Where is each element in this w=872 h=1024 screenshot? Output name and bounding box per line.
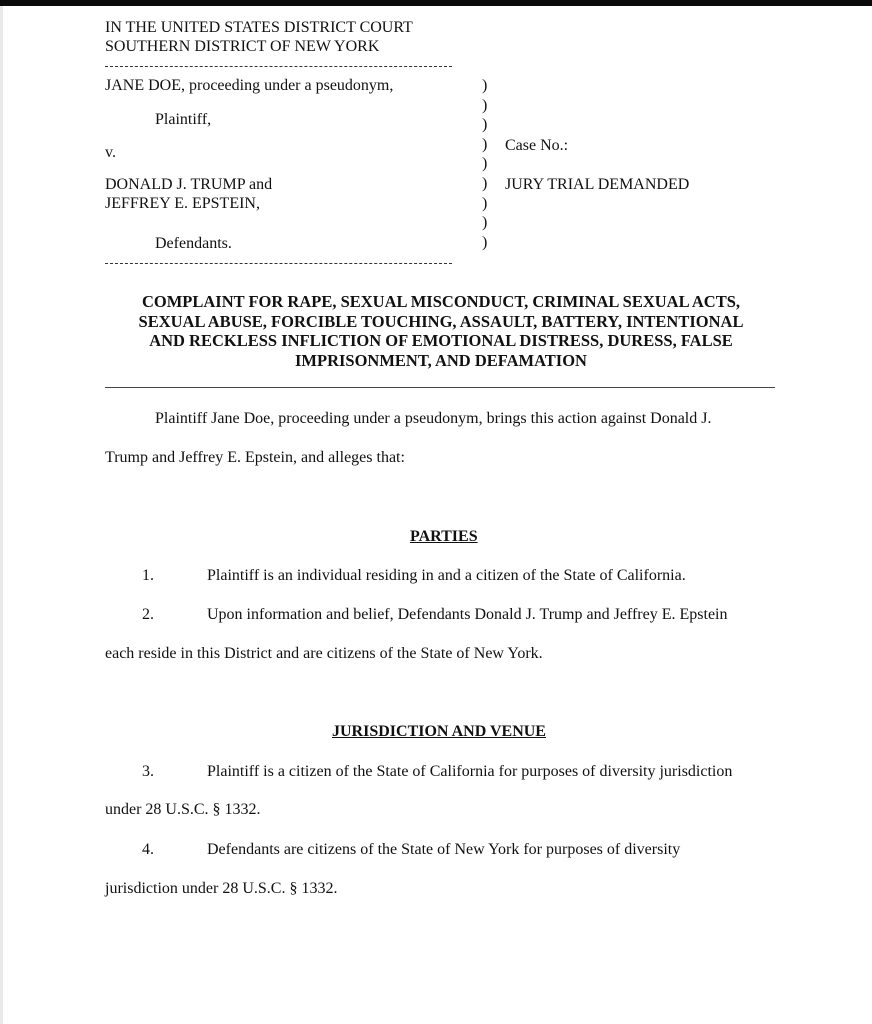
paragraph-4-text-line1: Defendants are citizens of the State of New York for purposes of diversity bbox=[207, 841, 681, 858]
defendant-name-line1: DONALD J. TRUMP and bbox=[105, 176, 273, 193]
paragraph-3-text-line2: under 28 U.S.C. § 1332. bbox=[105, 801, 261, 818]
jury-trial-demand: JURY TRIAL DEMANDED bbox=[505, 176, 690, 193]
left-page-edge bbox=[0, 6, 3, 1024]
court-district: SOUTHERN DISTRICT OF NEW YORK bbox=[105, 38, 380, 55]
paragraph-number: 2. bbox=[142, 606, 154, 623]
case-number-label: Case No.: bbox=[505, 137, 569, 154]
paragraph-number: 3. bbox=[142, 763, 154, 780]
defendant-role: Defendants. bbox=[155, 235, 232, 252]
defendant-name-line2: JEFFREY E. EPSTEIN, bbox=[105, 195, 260, 212]
section-heading-parties: PARTIES bbox=[410, 528, 478, 545]
caption-top-divider bbox=[105, 66, 452, 67]
paragraph-4-text-line2: jurisdiction under 28 U.S.C. § 1332. bbox=[105, 880, 338, 897]
section-heading-jurisdiction: JURISDICTION AND VENUE bbox=[332, 723, 546, 740]
paragraph-3-text-line1: Plaintiff is a citizen of the State of California for purposes of diversity jurisdiction bbox=[207, 763, 733, 780]
intro-line2: Trump and Jeffrey E. Epstein, and alleges that: bbox=[105, 449, 405, 466]
paragraph-number: 4. bbox=[142, 841, 154, 858]
complaint-title bbox=[100, 292, 782, 370]
plaintiff-role: Plaintiff, bbox=[155, 111, 212, 128]
caption-parentheses: ) ) ) ) ) ) ) ) ) bbox=[482, 77, 488, 251]
title-line: AND RECKLESS INFLICTION OF EMOTIONAL DISTRESS, DURESS, FALSE bbox=[149, 331, 733, 350]
intro-line1: Plaintiff Jane Doe, proceeding under a pseudonym, brings this action against Donald J. bbox=[155, 410, 712, 427]
top-border bbox=[0, 0, 872, 6]
paragraph-number: 1. bbox=[142, 567, 154, 584]
paragraph-2-text-line1: Upon information and belief, Defendants Donald J. Trump and Jeffrey E. Epstein bbox=[207, 606, 728, 623]
paragraph-1-text: Plaintiff is an individual residing in and a citizen of the State of California. bbox=[207, 567, 686, 584]
caption-bottom-divider bbox=[105, 263, 452, 264]
title-line: SEXUAL ABUSE, FORCIBLE TOUCHING, ASSAULT, BATTERY, INTENTIONAL bbox=[138, 311, 744, 331]
court-name: IN THE UNITED STATES DISTRICT COURT bbox=[105, 19, 413, 36]
plaintiff-name: JANE DOE, proceeding under a pseudonym, bbox=[105, 77, 394, 94]
versus-label: v. bbox=[105, 144, 116, 161]
title-line: IMPRISONMENT, AND DEFAMATION bbox=[295, 350, 587, 370]
title-rule bbox=[105, 387, 775, 388]
title-line: COMPLAINT FOR RAPE, SEXUAL MISCONDUCT, CRIMINAL SEXUAL ACTS, bbox=[141, 292, 741, 311]
paragraph-2-text-line2: each reside in this District and are citizens of the State of New York. bbox=[105, 645, 543, 662]
